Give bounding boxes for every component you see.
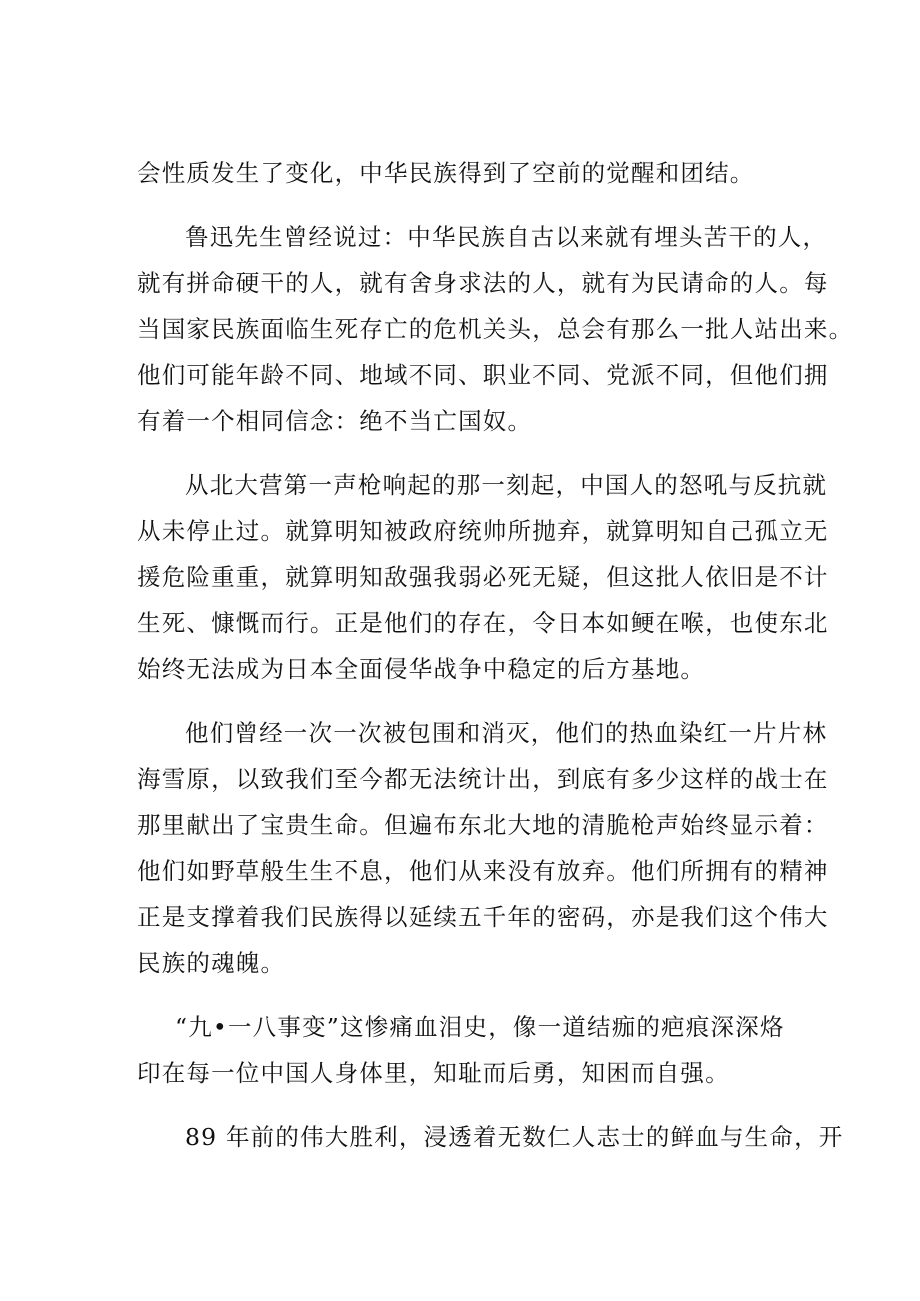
- text-line: 民族的魂魄。: [137, 949, 286, 977]
- text-line: 从北大营第一声枪响起的那一刻起，中国人的怒吼与反抗就: [185, 471, 828, 499]
- text-line: 有着一个相同信念：绝不当亡国奴。: [137, 407, 533, 435]
- text-line: 就有拼命硬干的人，就有舍身求法的人，就有为民请命的人。每: [137, 269, 829, 297]
- text-line: 从未停止过。就算明知被政府统帅所抛弃，就算明知自己孤立无: [137, 517, 829, 545]
- text-line: 印在每一位中国人身体里，知耻而后勇，知困而自强。: [137, 1059, 730, 1087]
- text-line: 他们曾经一次一次被包围和消灭，他们的热血染红一片片林: [185, 719, 828, 747]
- text-line: “九•一八事变”这惨痛血泪史，像一道结痂的疤痕深深烙: [175, 1013, 785, 1041]
- text-line: 海雪原，以致我们至今都无法统计出，到底有多少这样的战士在: [137, 765, 829, 793]
- text-line: 援危险重重，就算明知敌强我弱必死无疑，但这批人依旧是不计: [137, 563, 829, 591]
- text-line: 会性质发生了变化，中华民族得到了空前的觉醒和团结。: [137, 159, 755, 187]
- paragraph: [137, 462, 829, 692]
- text-line: 他们如野草般生生不息，他们从来没有放弃。他们所拥有的精神: [137, 857, 829, 885]
- paragraph: [137, 150, 797, 196]
- paragraph: [137, 214, 854, 444]
- document-body: [137, 150, 854, 1160]
- text-line: 生死、慷慨而行。正是他们的存在，令日本如鲠在喉，也使东北: [137, 609, 829, 637]
- text-line: 那里献出了宝贵生命。但遍布东北大地的清脆枪声始终显示着：: [137, 811, 829, 839]
- text-line: 他们可能年龄不同、地域不同、职业不同、党派不同，但他们拥: [137, 361, 829, 389]
- paragraph: [137, 1114, 844, 1160]
- paragraph: [137, 1004, 797, 1096]
- text-line: 鲁迅先生曾经说过：中华民族自古以来就有埋头苦干的人，: [185, 223, 828, 251]
- text-line: 89 年前的伟大胜利，浸透着无数仁人志士的鲜血与生命，开: [185, 1123, 844, 1151]
- paragraph: [137, 710, 829, 986]
- text-line: 始终无法成为日本全面侵华战争中稳定的后方基地。: [137, 655, 706, 683]
- text-line: 正是支撑着我们民族得以延续五千年的密码，亦是我们这个伟大: [137, 903, 829, 931]
- text-line: 当国家民族面临生死存亡的危机关头，总会有那么一批人站出来。: [137, 315, 854, 343]
